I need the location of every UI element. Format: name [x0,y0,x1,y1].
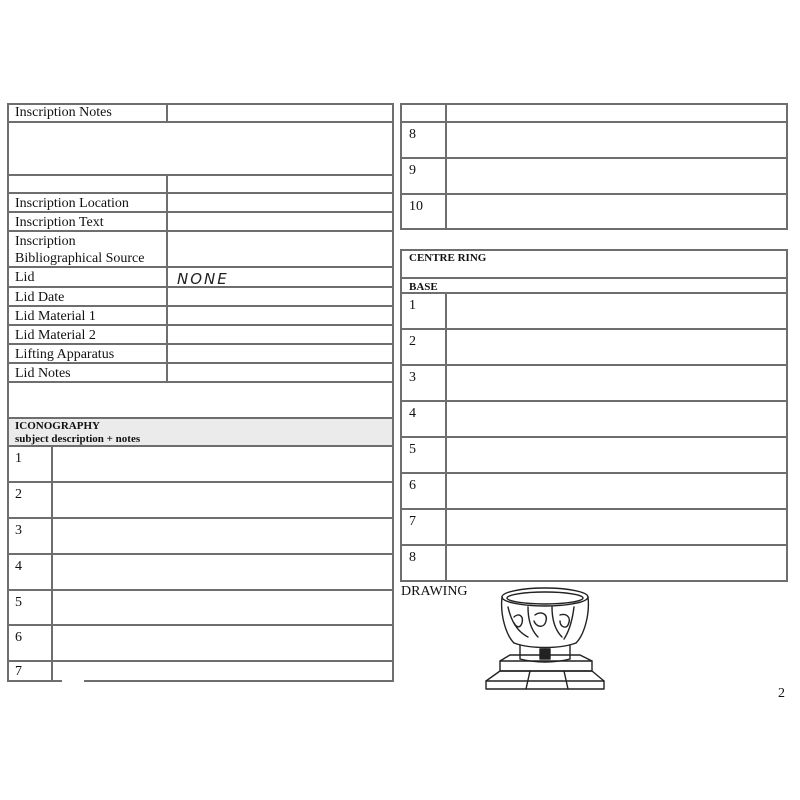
iconography-row-5[interactable] [7,591,394,626]
lid-notes-label: Lid Notes [15,366,71,381]
drawing-label: DRAWING [401,584,468,599]
base-row-3[interactable] [400,366,788,402]
lid-value: NONE [177,270,229,288]
base-header [400,279,788,294]
lifting-apparatus-label: Lifting Apparatus [15,347,115,362]
iconography-row-10[interactable] [400,195,788,230]
iconography-row-3-number: 3 [15,523,22,538]
iconography-row-9-number: 9 [409,163,416,178]
iconography-row-10-number: 10 [409,199,423,214]
inscription-text-label: Inscription Text [15,215,104,230]
iconography-row-7-number: 7 [15,664,22,679]
iconography-row-6-number: 6 [15,630,22,645]
iconography-row-9[interactable] [400,159,788,195]
iconography-row-8[interactable] [400,123,788,159]
base-row-6[interactable] [400,474,788,510]
lid-notes-area[interactable] [7,383,394,419]
base-row-2[interactable] [400,330,788,366]
base-row-2-number: 2 [409,334,416,349]
iconography-row-1-number: 1 [15,451,22,466]
iconography-row-2[interactable] [7,483,394,519]
page-number: 2 [778,686,785,701]
iconography-row-4[interactable] [7,555,394,591]
base-title: BASE [409,281,438,293]
base-row-3-number: 3 [409,370,416,385]
inscription-notes-label: Inscription Notes [15,105,112,120]
blank-row-divider [7,176,168,194]
centre-ring-title: CENTRE RING [409,252,487,264]
base-row-5-number: 5 [409,442,416,457]
iconography-row-1[interactable] [7,447,394,483]
iconography-row-5-number: 5 [15,595,22,610]
base-row-6-number: 6 [409,478,416,493]
iconography-row-8-number: 8 [409,127,416,142]
base-row-1-number: 1 [409,298,416,313]
base-row-4[interactable] [400,402,788,438]
iconography-row-3[interactable] [7,519,394,555]
font-sketch-drawing [480,585,610,700]
iconography-row-2-number: 2 [15,487,22,502]
base-row-7[interactable] [400,510,788,546]
inscription-notes-area[interactable] [7,123,394,176]
base-row-8-number: 8 [409,550,416,565]
lid-material-1-label: Lid Material 1 [15,309,96,324]
inscription-bibliographical-source-label-line1: Inscription [15,234,76,249]
base-row-7-number: 7 [409,514,416,529]
iconography-row-6[interactable] [7,626,394,662]
scan-gap [62,679,84,684]
iconography-row-4-number: 4 [15,559,22,574]
base-row-8[interactable] [400,546,788,582]
base-row-5[interactable] [400,438,788,474]
base-row-1[interactable] [400,294,788,330]
iconography-title: ICONOGRAPHY [15,420,100,432]
iconography-subtitle: subject description + notes [15,433,141,445]
inscription-location-label: Inscription Location [15,196,129,211]
lid-label: Lid [15,270,35,285]
inscription-bibliographical-source-label-line2: Bibliographical Source [15,251,145,266]
right-top-blank-row[interactable] [400,103,788,123]
base-row-4-number: 4 [409,406,416,421]
lid-material-2-label: Lid Material 2 [15,328,96,343]
lid-date-label: Lid Date [15,290,65,305]
